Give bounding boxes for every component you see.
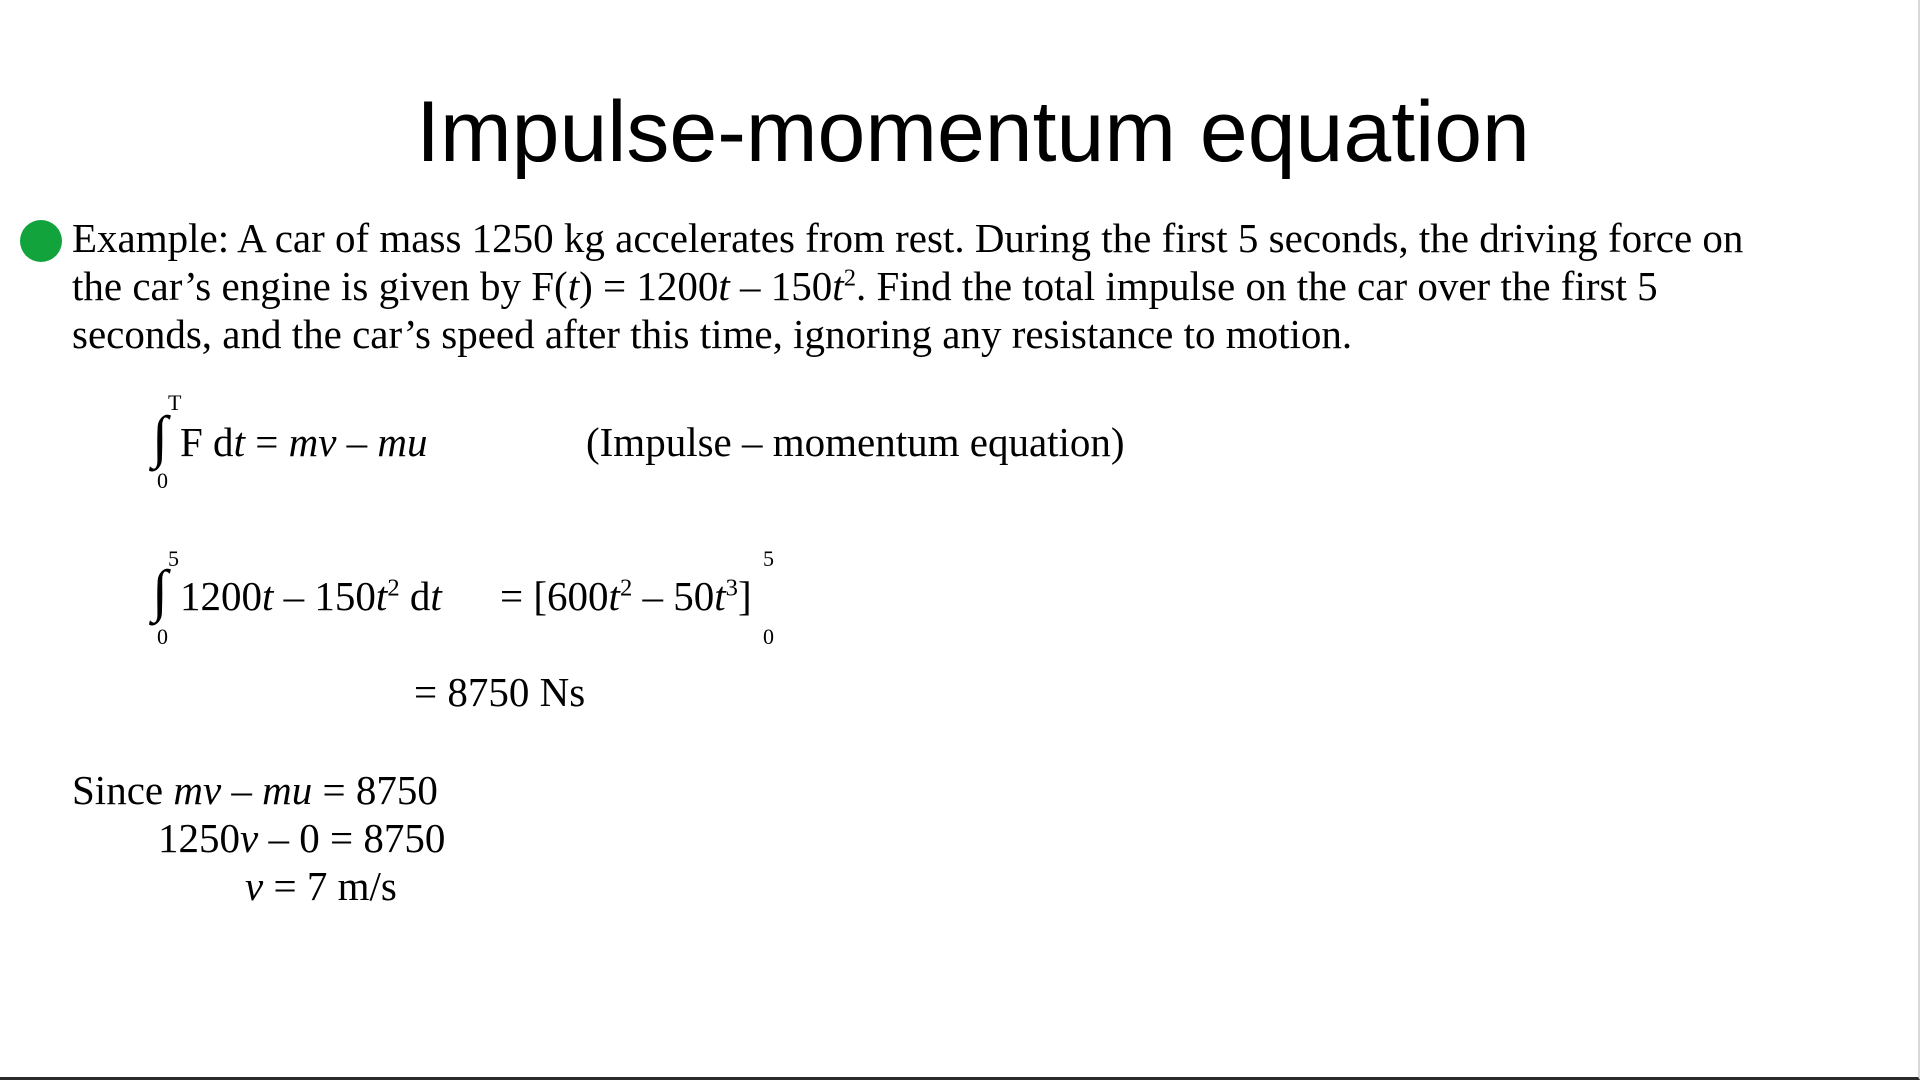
integral-lower-limit: 0 [157,468,168,493]
solution-line-3: v = 7 m/s [245,863,397,909]
equation-1-expression: F dt = mv – mu [180,419,428,465]
equation-1-note: (Impulse – momentum equation) [586,419,1125,465]
example-line-1: Example: A car of mass 1250 kg accelerates from rest. During the first 5 seconds, the driving force on [72,215,1744,261]
integral-upper-limit: 5 [168,546,179,571]
equation-2-result: = 8750 Ns [414,669,586,715]
example-line-2: the car’s engine is given by $F(t) = 1200t - 150t^2$. Find the total impulse on the car over the first 5 [72,263,1658,309]
bracket-upper-limit: 5 [763,546,774,571]
solution-line-1: Since mv – mu = 8750 [72,767,438,813]
equation-2-antiderivative: = $[600t^2 - 50t^3]$ [500,573,752,619]
bullet-dot-icon [20,220,62,262]
integral-upper-limit: T [168,390,182,415]
equation-2-integrand: $1200t - 150t^2$ dt [180,573,442,619]
integral-sign: ∫ [152,558,168,623]
example-line-3: seconds, and the car’s speed after this time, ignoring any resistance to motion. [72,311,1353,357]
example-paragraph [72,214,1872,358]
bracket-lower-limit: 0 [763,624,774,649]
slide-title: Impulse-momentum equation [416,84,1530,180]
integral-lower-limit: 0 [157,624,168,649]
integral-sign: ∫ [152,404,168,469]
solution-line-2: 1250v – 0 = 8750 [158,815,446,861]
